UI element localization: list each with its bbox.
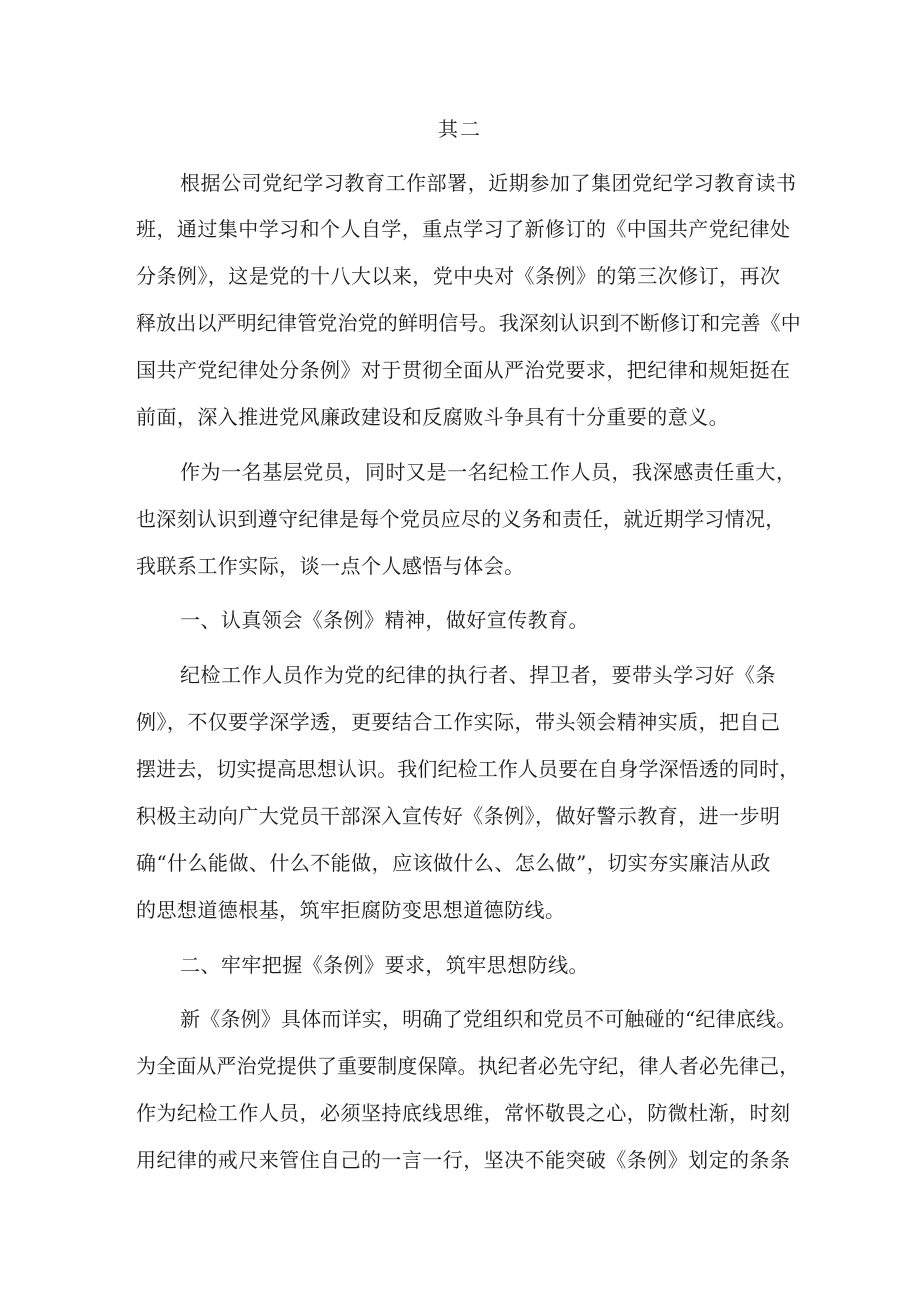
section-heading: 一、认真领会《条例》精神，做好宣传教育。 (180, 608, 589, 632)
text-line: 前面，深入推进党风廉政建设和反腐败斗争具有十分重要的意义。 (136, 405, 730, 429)
text-line: 作为纪检工作人员，必须坚持底线思维，常怀敬畏之心，防微杜渐，时刻 (136, 1101, 791, 1125)
text-line: 我联系工作实际，谈一点个人感悟与体会。 (136, 554, 525, 578)
text-line: 的思想道德根基，筑牢拒腐防变思想道德防线。 (136, 898, 566, 922)
text-line: 为全面从严治党提供了重要制度保障。执纪者必先守纪，律人者必先律己， (136, 1054, 800, 1078)
text-line: 摆进去，切实提高思想认识。我们纪检工作人员要在自身学深悟透的同时， (136, 757, 800, 781)
text-line: 分条例》，这是党的十八大以来，党中央对《条例》的第三次修订，再次 (136, 264, 781, 288)
text-line: 新《条例》具体而详实，明确了党组织和党员不可触碰的“纪律底线。 (180, 1007, 797, 1031)
section-heading: 二、牢牢把握《条例》要求，筑牢思想防线。 (180, 953, 589, 977)
text-line: 释放出以严明纪律管党治党的鲜明信号。我深刻认识到不断修订和完善《中 (136, 311, 801, 335)
text-line: 班，通过集中学习和个人自学，重点学习了新修订的《中国共产党纪律处 (136, 217, 791, 241)
document-title: 其二 (438, 117, 482, 141)
text-line: 积极主动向广大党员干部深入宣传好《条例》，做好警示教育，进一步明 (136, 804, 781, 828)
text-line: 根据公司党纪学习教育工作部署，近期参加了集团党纪学习教育读书 (180, 171, 797, 195)
text-line: 纪检工作人员作为党的纪律的执行者、捍卫者，要带头学习好《条 (180, 663, 776, 687)
text-line: 例》，不仅要学深学透，更要结合工作实际，带头领会精神实质，把自己 (136, 710, 781, 734)
text-line: 确“什么能做、什么不能做，应该做什么、怎么做”，切实夯实廉洁从政 (136, 851, 771, 875)
text-line: 用纪律的戒尺来管住自己的一言一行，坚决不能突破《条例》划定的条条 (136, 1148, 791, 1172)
text-line: 也深刻认识到遵守纪律是每个党员应尽的义务和责任，就近期学习情况， (136, 507, 786, 531)
text-line: 国共产党纪律处分条例》对于贯彻全面从严治党要求，把纪律和规矩挺在 (136, 358, 791, 382)
text-line: 作为一名基层党员，同时又是一名纪检工作人员，我深感责任重大， (180, 460, 797, 484)
